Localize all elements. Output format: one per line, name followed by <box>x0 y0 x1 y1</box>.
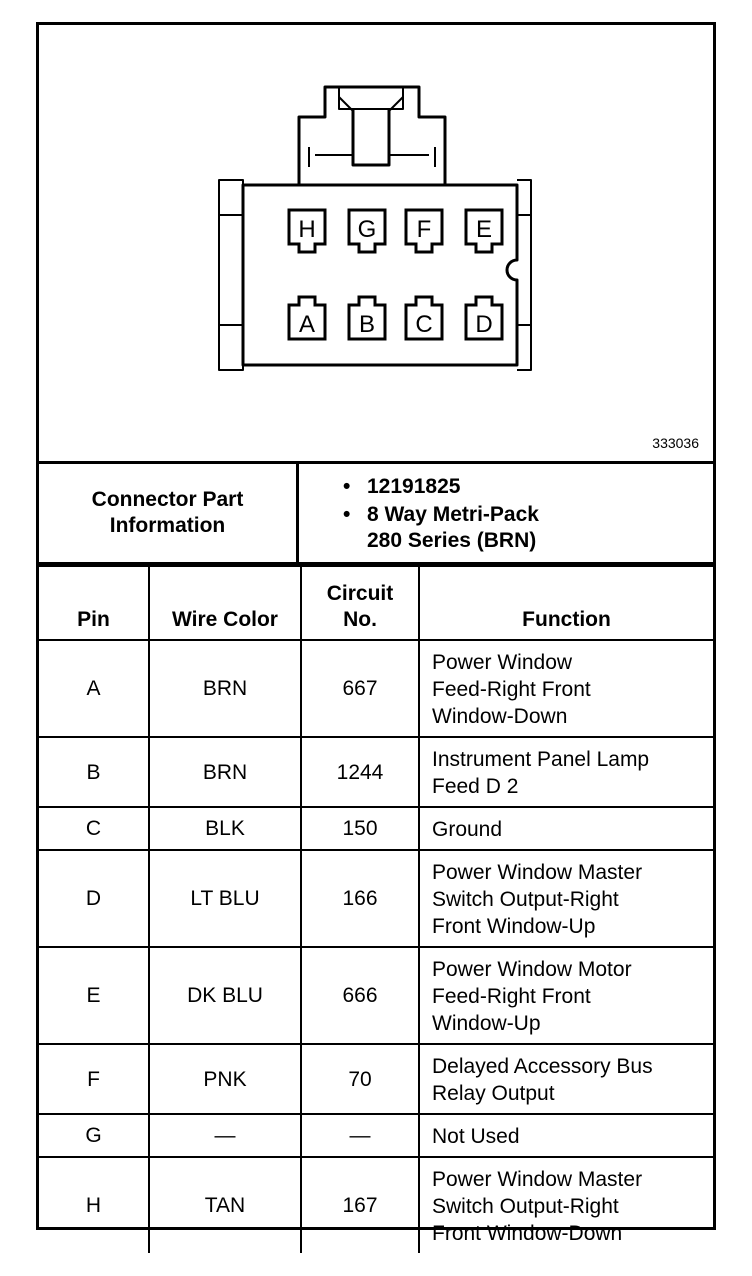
connector-face-drawing <box>39 25 713 461</box>
pin-cell: G <box>39 1114 149 1157</box>
pin-cell: B <box>39 737 149 807</box>
circuit-cell: 1244 <box>301 737 419 807</box>
header-wire-color: Wire Color <box>149 566 301 640</box>
figure-number: 333036 <box>652 435 699 451</box>
connector-diagram <box>39 25 713 461</box>
wire-color-cell: BRN <box>149 640 301 737</box>
part-info-list <box>339 474 709 556</box>
function-cell: Power Window Master Switch Output-Right Front Window-Up <box>419 850 713 947</box>
circuit-cell: 70 <box>301 1044 419 1114</box>
table-header-row <box>39 566 713 640</box>
circuit-cell: 667 <box>301 640 419 737</box>
part-info-label: Connector Part Information <box>39 464 299 562</box>
wire-color-cell: BRN <box>149 737 301 807</box>
pin-cavity-f <box>406 210 442 252</box>
header-circuit-no: Circuit No. <box>301 566 419 640</box>
pin-cavity-c <box>406 297 442 339</box>
pin-label: D <box>475 311 493 338</box>
wire-color-cell: PNK <box>149 1044 301 1114</box>
connector-part-info <box>39 461 713 565</box>
pin-cell: C <box>39 807 149 850</box>
function-cell: Power Window Feed-Right Front Window-Down <box>419 640 713 737</box>
pin-cavity-g <box>349 210 385 252</box>
circuit-cell: 150 <box>301 807 419 850</box>
pin-cell: F <box>39 1044 149 1114</box>
pin-label: A <box>298 311 316 338</box>
pin-label: G <box>357 216 377 243</box>
circuit-cell: 167 <box>301 1157 419 1253</box>
pin-cell: D <box>39 850 149 947</box>
pin-cavity-h <box>289 210 325 252</box>
function-cell: Instrument Panel Lamp Feed D 2 <box>419 737 713 807</box>
pin-label: C <box>415 311 433 338</box>
wire-color-cell: TAN <box>149 1157 301 1253</box>
pin-cell: H <box>39 1157 149 1253</box>
pin-cell: A <box>39 640 149 737</box>
pin-cavity-a <box>289 297 325 339</box>
function-cell: Not Used <box>419 1114 713 1157</box>
pin-cavity-e <box>466 210 502 252</box>
connector-sheet <box>36 22 716 1245</box>
table-row <box>39 1044 713 1114</box>
latch-housing <box>299 87 445 185</box>
wire-color-cell: — <box>149 1114 301 1157</box>
part-number: • 12191825 <box>339 474 709 500</box>
table-row <box>39 640 713 737</box>
pin-cavity-d <box>466 297 502 339</box>
table-row <box>39 807 713 850</box>
pin-label: H <box>298 216 316 243</box>
pin-label: E <box>475 216 493 243</box>
table-row <box>39 1157 713 1253</box>
pin-cavity-b <box>349 297 385 339</box>
header-pin: Pin <box>39 566 149 640</box>
function-cell: Delayed Accessory Bus Relay Output <box>419 1044 713 1114</box>
wire-color-cell: DK BLU <box>149 947 301 1044</box>
circuit-cell: 666 <box>301 947 419 1044</box>
function-cell: Power Window Master Switch Output-Right Front Window-Down <box>419 1157 713 1253</box>
pin-table <box>39 565 713 1253</box>
table-row <box>39 1114 713 1157</box>
pin-cell: E <box>39 947 149 1044</box>
table-row <box>39 947 713 1044</box>
pin-label: F <box>416 216 432 243</box>
function-cell: Power Window Motor Feed-Right Front Window-Up <box>419 947 713 1044</box>
connector-type: • 8 Way Metri-Pack 280 Series (BRN) <box>339 502 709 554</box>
table-row <box>39 850 713 947</box>
pin-label: B <box>358 311 376 338</box>
header-function: Function <box>419 566 713 640</box>
circuit-cell: 166 <box>301 850 419 947</box>
table-row <box>39 737 713 807</box>
function-cell: Ground <box>419 807 713 850</box>
circuit-cell: — <box>301 1114 419 1157</box>
wire-color-cell: BLK <box>149 807 301 850</box>
wire-color-cell: LT BLU <box>149 850 301 947</box>
